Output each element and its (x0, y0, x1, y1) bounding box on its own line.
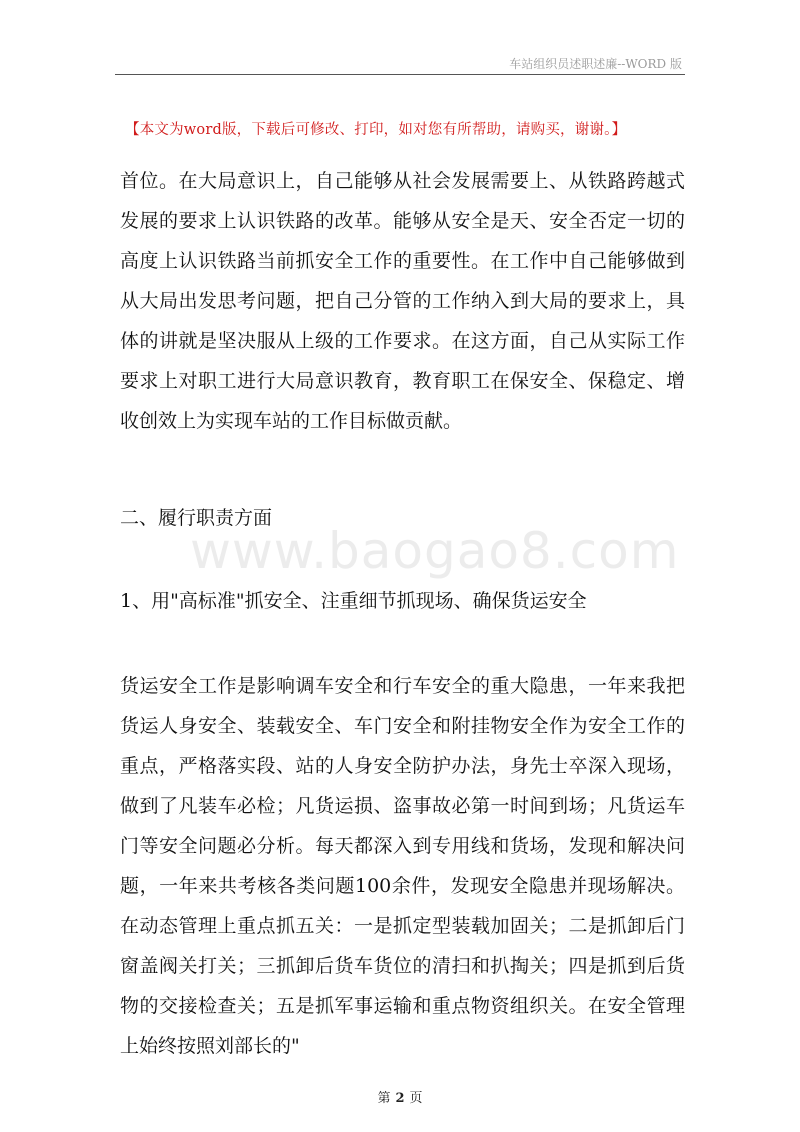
document-header-title: 车站组织员述职述廉--WORD 版 (509, 57, 682, 71)
section-heading: 二、履行职责方面 (120, 507, 273, 529)
subsection-heading: 1、用"高标准"抓安全、注重细节抓现场、确保货运安全 (120, 590, 587, 612)
footer-suffix: 页 (409, 1091, 423, 1106)
purchase-notice: 【本文为word版，下载后可修改、打印，如对您有所帮助，请购买，谢谢。】 (125, 122, 627, 138)
header-divider (115, 74, 685, 75)
body-paragraph-2: 货运安全工作是影响调车安全和行车安全的重大隐患，一年来我把货运人身安全、装载安全、车门安全和附挂物安全作为安全工作的重点，严格落实段、站的人身安全防护办法，身先士卒深入现场，做到了凡装车必检；凡货运损、盗事故必第一时间到场；凡货运车门等安全问题必分析。每天都深入到专用线和货场，发现和解决问题，一年来共考核各类问题100余件，发现安全隐患并现场解决。在动态管理上重点抓五关：一是抓定型装载加固关；二是抓卸后门窗盖阀关打关；三抓卸后货车货位的清扫和扒掏关；四是抓到后货物的交接检查关；五是抓军事运输和重点物资组织关。在安全管理上始终按照刘部长的" (120, 675, 685, 1057)
page-number: 2 (395, 1091, 405, 1106)
watermark: www.baogao8.com (190, 522, 680, 580)
page-footer (0, 1087, 800, 1106)
footer-prefix: 第 (377, 1091, 391, 1106)
body-paragraph-1: 首位。在大局意识上，自己能够从社会发展需要上、从铁路跨越式发展的要求上认识铁路的改革。能够从安全是天、安全否定一切的高度上认识铁路当前抓安全工作的重要性。在工作中自己能够做到从大局出发思考问题，把自己分管的工作纳入到大局的要求上，具体的讲就是坚决服从上级的工作要求。在这方面，自己从实际工作要求上对职工进行大局意识教育，教育职工在保安全、保稳定、增收创效上为实现车站的工作目标做贡献。 (120, 170, 685, 432)
